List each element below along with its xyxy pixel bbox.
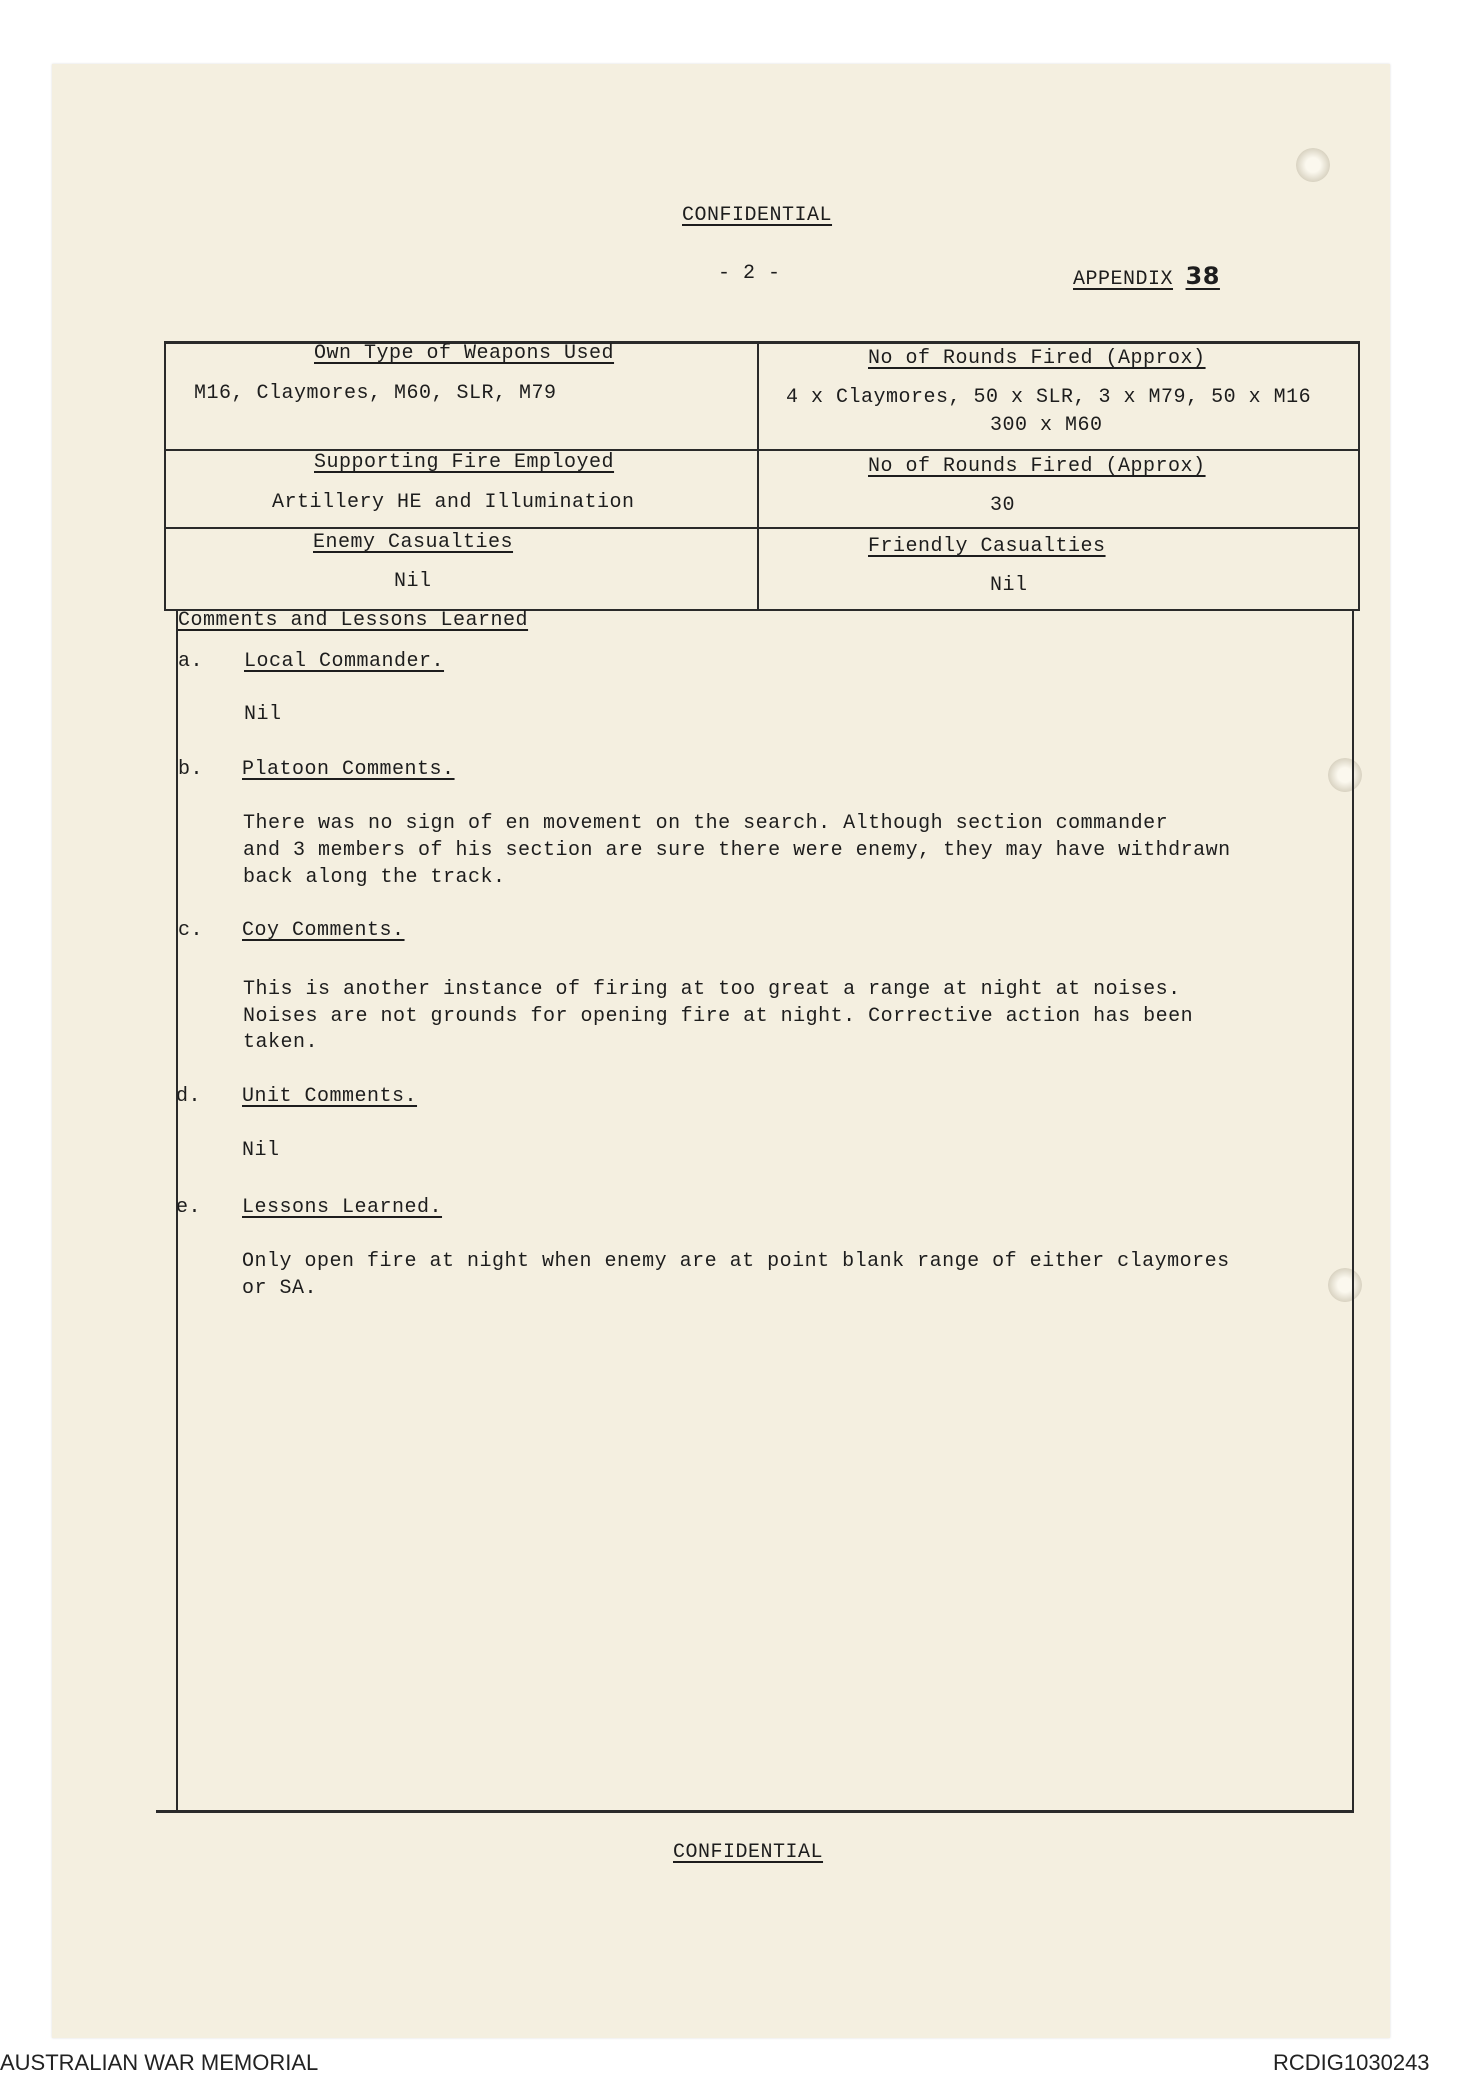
coy-comments-text: This is another instance of firing at too great a range at night at noises. [243,978,1181,1001]
item-letter: a. [178,650,204,673]
lessons-learned-text: Only open fire at night when enemy are at point blank range of either claymores [242,1250,1230,1273]
comments-heading: Comments and Lessons Learned [178,609,529,632]
classification-bottom: CONFIDENTIAL [673,1841,824,1864]
appendix-heading [1073,262,1220,291]
lessons-learned-title: Lessons Learned. [242,1196,443,1219]
friendly-casualties-value: Nil [990,574,1028,597]
platoon-comments-text: There was no sign of en movement on the search. Although section commander [243,812,1169,835]
coy-comments-text: taken. [243,1031,319,1054]
item-letter: d. [176,1085,202,1108]
weapons-value: M16, Claymores, M60, SLR, M79 [194,382,557,405]
unit-comments-title: Unit Comments. [242,1085,418,1108]
platoon-comments-text: back along the track. [243,866,506,889]
table-border-left [164,341,166,611]
enemy-casualties-value: Nil [394,570,432,593]
friendly-casualties-heading: Friendly Casualties [868,535,1106,558]
supporting-fire-heading: Supporting Fire Employed [314,451,615,474]
weapons-heading: Own Type of Weapons Used [314,342,615,365]
staple-mark [1328,758,1362,792]
staple-mark [1296,148,1330,182]
rounds-value: 300 x M60 [990,414,1103,437]
appendix-label: APPENDIX [1073,268,1174,291]
table-border-bottom [156,1810,1354,1813]
page-number: - 2 - [718,262,781,285]
coy-comments-title: Coy Comments. [242,919,405,942]
rounds-value: 4 x Claymores, 50 x SLR, 3 x M79, 50 x M16 [786,386,1312,409]
unit-comments-text: Nil [242,1139,280,1162]
appendix-number: 38 [1185,262,1220,290]
platoon-comments-text: and 3 members of his section are sure there were enemy, they may have withdrawn [243,839,1231,862]
footer-institution: AUSTRALIAN WAR MEMORIAL [0,2050,319,2075]
staple-mark [1328,1268,1362,1302]
enemy-casualties-heading: Enemy Casualties [313,531,514,554]
item-letter: e. [176,1196,202,1219]
local-commander-text: Nil [244,703,282,726]
rounds-heading: No of Rounds Fired (Approx) [868,347,1206,370]
local-commander-title: Local Commander. [244,650,445,673]
rounds-heading: No of Rounds Fired (Approx) [868,455,1206,478]
rounds-value: 30 [990,494,1016,517]
coy-comments-text: Noises are not grounds for opening fire at night. Corrective action has been [243,1005,1194,1028]
supporting-fire-value: Artillery HE and Illumination [272,491,635,514]
item-letter: b. [178,758,204,781]
table-border-right [1358,341,1360,611]
table-column-divider [757,341,759,611]
footer-reference: RCDIG1030243 [1273,2050,1430,2075]
comments-border-right [1352,609,1354,1812]
table-row-divider [164,527,1360,529]
item-letter: c. [178,919,204,942]
classification-top: CONFIDENTIAL [682,204,833,227]
platoon-comments-title: Platoon Comments. [242,758,455,781]
lessons-learned-text: or SA. [242,1277,318,1300]
